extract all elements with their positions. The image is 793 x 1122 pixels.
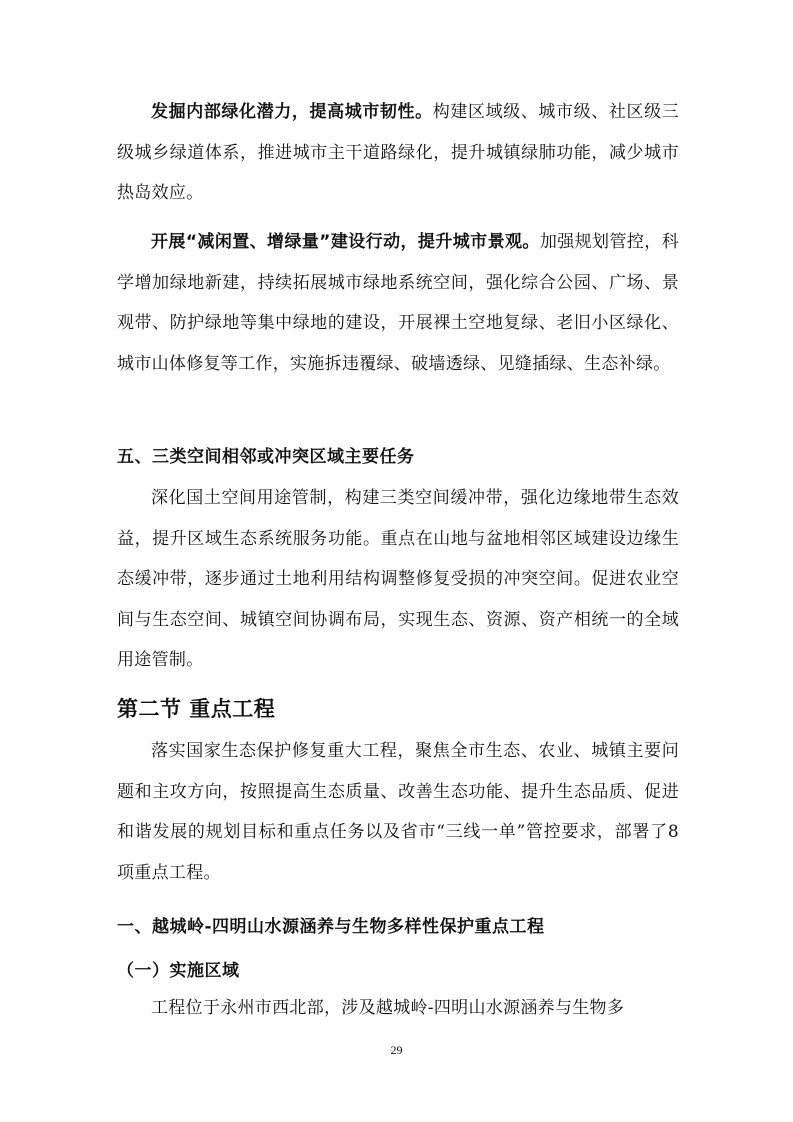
paragraph-lead: 开展“减闲置、增绿量”建设行动，提升城市景观。 [151, 232, 540, 252]
paragraph-text: 工程位于永州市西北部，涉及越城岭-四明山水源涵养与生物多 [151, 998, 625, 1018]
paragraph-greening-potential [117, 92, 679, 214]
paragraph-project-location [117, 988, 679, 1029]
subheading-implementation-area: （一）实施区域 [117, 961, 240, 981]
paragraph-land-use-control [117, 478, 679, 681]
paragraph-text: 加强规划管控，科学增加绿地新建，持续拓展城市绿地系统空间，强化综合公园、广场、景观带、防护绿地等集中绿地的建设，开展裸土空地复绿、老旧小区绿化、城市山体修复等工作，实施拆违覆绿、破墙透绿、见缝插绿、生态补绿。 [117, 232, 679, 374]
section-title-key-projects: 第二节 重点工程 [117, 697, 276, 721]
paragraph-text: 落实国家生态保护修复重大工程，聚焦全市生态、农业、城镇主要问题和主攻方向，按照提高生态质量、改善生态功能、提升生态品质、促进和谐发展的规划目标和重点任务以及省市“三线一单”管控要求，部署了8项重点工程。 [117, 741, 679, 883]
page-number: 29 [390, 1043, 403, 1057]
paragraph-text: 深化国土空间用途管制，构建三类空间缓冲带，强化边缘地带生态效益，提升区域生态系统服务功能。重点在山地与盆地相邻区域建设边缘生态缓冲带，逐步通过土地利用结构调整修复受损的冲突空间。促进农业空间与生态空间、城镇空间协调布局，实现生态、资源、资产相统一的全域用途管制。 [117, 488, 679, 670]
paragraph-text: 构建区域级、城市级、社区级三级城乡绿道体系，推进城市主干道路绿化，提升城镇绿肺功能，减少城市热岛效应。 [117, 102, 679, 203]
paragraph-national-projects [117, 731, 679, 893]
heading-section-five: 五、三类空间相邻或冲突区域主要任务 [117, 447, 415, 467]
paragraph-lead: 发掘内部绿化潜力，提高城市韧性。 [151, 102, 433, 122]
heading-project-one: 一、越城岭-四明山水源涵养与生物多样性保护重点工程 [117, 917, 545, 937]
paragraph-reduce-idle-land [117, 222, 679, 384]
